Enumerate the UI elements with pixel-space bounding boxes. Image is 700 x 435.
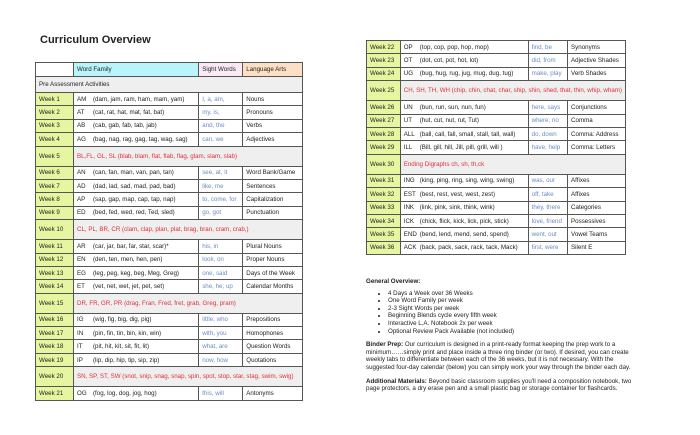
- word-family-cell: [74, 240, 199, 253]
- language-arts-cell: Quotations: [243, 353, 303, 366]
- sight-words-cell: see, at, it: [199, 166, 243, 179]
- word-family-cell: [400, 228, 528, 241]
- word-family-cell: [400, 214, 528, 227]
- page-title: Curriculum Overview: [40, 34, 151, 46]
- week-label: Week 31: [367, 174, 401, 187]
- table-row: [367, 41, 626, 54]
- pre-assessment-row: Pre Assessment Activities: [36, 77, 303, 93]
- additional-materials: [366, 378, 641, 393]
- word-family-words: (den, ten, men, hen, pen): [93, 256, 163, 264]
- week-label: Week 32: [367, 188, 401, 201]
- overview-heading: General Overview:: [366, 278, 421, 285]
- curriculum-table-left: [35, 62, 303, 401]
- word-family-words: (Bill, gill, hill, Jill, pill, grill, will ): [419, 144, 503, 152]
- word-family-cell: [74, 313, 199, 326]
- word-family-cell: [400, 188, 528, 201]
- blend-cell: Ending Digraphs ch, sh, th,ck: [400, 154, 625, 174]
- table-row: [36, 327, 303, 340]
- table-row: [36, 106, 303, 119]
- table-row: [36, 280, 303, 293]
- binder-prep-label: Binder Prep:: [366, 341, 404, 349]
- word-family-cell: [74, 353, 199, 366]
- sight-words-cell: find, be: [528, 41, 567, 54]
- table-row: [367, 127, 626, 140]
- language-arts-cell: Conjunctions: [568, 101, 626, 114]
- week-label: Week 29: [367, 141, 401, 154]
- overview-bullet: • One Word Family per week: [388, 297, 641, 305]
- table-row: [36, 220, 303, 240]
- language-arts-cell: Verb Shades: [568, 67, 626, 80]
- language-arts-cell: Sentences: [243, 179, 303, 192]
- sight-words-cell: make, play: [528, 67, 567, 80]
- word-family-words: (link, pink, sink, think, wink): [419, 204, 495, 212]
- table-row: [367, 67, 626, 80]
- blend-cell: DR, FR, GR, PR (drag, Fran, Fred, fret, grab, Greg, pram): [74, 293, 303, 313]
- word-family-words: (dam, jam, ram, ham, mam, yam): [93, 95, 185, 103]
- word-family-code: EST: [403, 190, 416, 198]
- word-family-words: (bug, hug, rug, jug, mug, dug, tug): [419, 70, 514, 78]
- language-arts-cell: Comma: Address: [568, 127, 626, 140]
- language-arts-cell: Verbs: [243, 119, 303, 132]
- header-language-arts: Language Arts: [243, 63, 303, 77]
- sight-words-cell: can, we: [199, 133, 243, 146]
- word-family-code: ED: [77, 209, 86, 217]
- language-arts-cell: Nouns: [243, 93, 303, 106]
- table-row: [367, 81, 626, 101]
- header-word-family: Word Family: [74, 63, 199, 77]
- overview-list: [366, 290, 641, 336]
- table-row: [367, 114, 626, 127]
- word-family-words: (chick, flick, kick, lick, pick, stick): [419, 217, 509, 225]
- table-row: [367, 54, 626, 67]
- word-family-code: OT: [403, 57, 413, 65]
- table-row: [367, 188, 626, 201]
- word-family-words: (dad, lad, sad, mad, pad, bad): [93, 182, 176, 190]
- overview-bullet: • 2-3 Sight Words per week: [388, 305, 641, 313]
- table-row: [36, 93, 303, 106]
- language-arts-cell: Possessives: [568, 214, 626, 227]
- sight-words-cell: did, from: [528, 54, 567, 67]
- week-label: Week 18: [36, 340, 74, 353]
- word-family-words: (dot, cot, pot, hot, lot): [419, 57, 479, 65]
- sight-words-cell: went, out: [528, 228, 567, 241]
- curriculum-table-right: [366, 40, 626, 255]
- word-family-code: AT: [77, 109, 85, 117]
- table-row: [367, 241, 626, 254]
- language-arts-cell: Days of the Week: [243, 266, 303, 279]
- sight-words-cell: she, he, up: [199, 280, 243, 293]
- word-family-words: (pit, hit, kit, sit, fit, lit): [93, 343, 150, 351]
- word-family-words: (cab, gab, fab, tab, jab): [93, 122, 157, 130]
- word-family-code: IG: [77, 316, 84, 324]
- week-label: Week 6: [36, 166, 74, 179]
- week-label: Week 13: [36, 266, 74, 279]
- week-label: Week 25: [367, 81, 401, 101]
- blend-cell: CH, SH, TH, WH (chip, chin, chat, char, ship, shin, shed, that, thin, whip, wham): [400, 81, 625, 101]
- word-family-cell: [400, 67, 528, 80]
- week-label: Week 3: [36, 119, 74, 132]
- overview-bullet: • 4 Days a Week over 36 Weeks: [388, 290, 641, 298]
- header-blank: [36, 63, 74, 77]
- word-family-cell: [74, 280, 199, 293]
- language-arts-cell: Calendar Months: [243, 280, 303, 293]
- week-label: Week 27: [367, 114, 401, 127]
- week-label: Week 8: [36, 193, 74, 206]
- word-family-words: (vet, net, wet, jet, pet, set): [93, 282, 165, 290]
- week-label: Week 12: [36, 253, 74, 266]
- word-family-code: UG: [403, 70, 414, 78]
- week-label: Week 34: [367, 214, 401, 227]
- word-family-cell: [400, 101, 528, 114]
- table-row: [367, 174, 626, 187]
- word-family-code: AR: [77, 242, 86, 250]
- language-arts-cell: Categories: [568, 201, 626, 214]
- binder-prep: [366, 341, 641, 371]
- week-label: Week 10: [36, 220, 74, 240]
- overview-bullet: • Optional Review Pack Available (not included): [388, 328, 641, 336]
- language-arts-cell: Proper Nouns: [243, 253, 303, 266]
- table-row: [36, 240, 303, 253]
- language-arts-cell: Prepositions: [243, 313, 303, 326]
- sight-words-cell: they, there: [528, 201, 567, 214]
- sight-words-cell: where, no: [528, 114, 567, 127]
- language-arts-cell: Comma: Letters: [568, 141, 626, 154]
- blend-cell: CL, PL, BR, CR (clam, clap, plan, plat, brag, bran, cram, crab,): [74, 220, 303, 240]
- sight-words-cell: one, said: [199, 266, 243, 279]
- word-family-words: (leg, peg, keg, beg, Meg, Greg): [93, 269, 179, 277]
- overview-bullet: • Interactive L.A. Notebook 2x per week: [388, 320, 641, 328]
- word-family-cell: [74, 93, 199, 106]
- word-family-words: (hut, cut, nut, rut, Tut): [419, 117, 479, 125]
- table-row: [36, 313, 303, 326]
- word-family-code: UN: [403, 103, 413, 111]
- table-row: [36, 353, 303, 366]
- week-label: Week 9: [36, 206, 74, 219]
- word-family-cell: [400, 174, 528, 187]
- table-row: [367, 141, 626, 154]
- word-family-code: UT: [403, 117, 412, 125]
- word-family-code: INK: [403, 204, 415, 212]
- word-family-code: IN: [77, 329, 84, 337]
- word-family-cell: [74, 340, 199, 353]
- word-family-cell: [74, 387, 199, 400]
- materials-text: Beyond basic classroom supplies you'll need a composition notebook, two page protectors, a dry erase pen and a small plastic bag or storage container for flashcards.: [366, 377, 632, 393]
- word-family-cell: [400, 127, 528, 140]
- language-arts-cell: Comma: [568, 114, 626, 127]
- word-family-cell: [74, 119, 199, 132]
- sight-words-cell: to, come, for: [199, 193, 243, 206]
- word-family-code: ICK: [403, 217, 415, 225]
- language-arts-cell: Antonyms: [243, 387, 303, 400]
- word-family-code: EG: [77, 269, 86, 277]
- table-row: [36, 367, 303, 387]
- word-family-words: (top, cop, pop, hop, mop): [419, 43, 489, 51]
- week-label: Week 11: [36, 240, 74, 253]
- week-label: Week 26: [367, 101, 401, 114]
- word-family-cell: [74, 179, 199, 192]
- table-row: [36, 387, 303, 400]
- blend-cell: BL,FL, GL, SL (blab, blam, flat, flab, flag, glam, slam, slab): [74, 146, 303, 166]
- language-arts-cell: Affixes: [568, 188, 626, 201]
- word-family-words: (bag, nag, rag, gag, tag, wag, sag): [93, 135, 188, 143]
- word-family-code: OG: [77, 389, 87, 397]
- word-family-words: (car, jar, bar, far, star, scar)*: [93, 242, 169, 250]
- word-family-words: (best, rest, vest, west, zest): [419, 190, 496, 198]
- word-family-cell: [74, 106, 199, 119]
- week-label: Week 19: [36, 353, 74, 366]
- sight-words-cell: this, will: [199, 387, 243, 400]
- week-label: Week 7: [36, 179, 74, 192]
- table-row: [36, 133, 303, 146]
- word-family-words: (bun, run, sun, nun, fun): [419, 103, 486, 111]
- sight-words-cell: I, a, am,: [199, 93, 243, 106]
- word-family-cell: [400, 201, 528, 214]
- word-family-words: (wig, fig, big, dig, pig): [93, 316, 152, 324]
- word-family-code: EN: [77, 256, 86, 264]
- word-family-cell: [74, 166, 199, 179]
- table-row: [36, 193, 303, 206]
- word-family-code: ET: [77, 282, 85, 290]
- language-arts-cell: Question Words: [243, 340, 303, 353]
- table-row: [36, 253, 303, 266]
- week-label: Week 2: [36, 106, 74, 119]
- table-row: [367, 201, 626, 214]
- sight-words-cell: love, friend: [528, 214, 567, 227]
- sight-words-cell: have, help: [528, 141, 567, 154]
- word-family-code: ALL: [403, 130, 415, 138]
- week-label: Week 21: [36, 387, 74, 400]
- word-family-code: AM: [77, 95, 87, 103]
- language-arts-cell: Silent E: [568, 241, 626, 254]
- week-label: Week 36: [367, 241, 401, 254]
- week-label: Week 24: [367, 67, 401, 80]
- table-row: [367, 228, 626, 241]
- sight-words-cell: off, take: [528, 188, 567, 201]
- word-family-words: (ball, call, fall, small, stall, tall, wall): [419, 130, 516, 138]
- word-family-words: (back, pack, sack, rack, tack, Mack): [419, 244, 518, 252]
- word-family-cell: [74, 206, 199, 219]
- week-label: Week 5: [36, 146, 74, 166]
- sight-words-cell: like, me: [199, 179, 243, 192]
- overview-bullet: • Beginning Blends cycle every fifth week: [388, 312, 641, 320]
- sight-words-cell: little, who: [199, 313, 243, 326]
- table-row: [36, 206, 303, 219]
- word-family-code: AD: [77, 182, 86, 190]
- word-family-words: (bed, fed, wed, red, Ted, sled): [93, 209, 175, 217]
- table-row: [367, 214, 626, 227]
- table-row: [36, 340, 303, 353]
- table-row: [36, 179, 303, 192]
- week-label: Week 16: [36, 313, 74, 326]
- word-family-cell: [74, 253, 199, 266]
- table-row: [367, 154, 626, 174]
- sight-words-cell: was, our: [528, 174, 567, 187]
- word-family-cell: [400, 141, 528, 154]
- sight-words-cell: first, were: [528, 241, 567, 254]
- week-label: Week 22: [367, 41, 401, 54]
- table-row: [36, 146, 303, 166]
- table-row: [367, 101, 626, 114]
- word-family-words: (can, fan, man, van, pan, tan): [93, 169, 174, 177]
- language-arts-cell: Homophones: [243, 327, 303, 340]
- word-family-code: AN: [77, 169, 86, 177]
- header-sight-words: Sight Words: [199, 63, 243, 77]
- word-family-cell: [400, 41, 528, 54]
- language-arts-cell: Affixes: [568, 174, 626, 187]
- blend-cell: SN, SP, ST, SW (snot, snip, snag, snap, spin, spot, stop, star, stag, swim, swig): [74, 367, 303, 387]
- week-label: Week 17: [36, 327, 74, 340]
- sight-words-cell: do, down: [528, 127, 567, 140]
- table-row: [36, 266, 303, 279]
- language-arts-cell: Plural Nouns: [243, 240, 303, 253]
- language-arts-cell: Capitalization: [243, 193, 303, 206]
- word-family-code: AG: [77, 135, 86, 143]
- language-arts-cell: Word Bank/Game: [243, 166, 303, 179]
- word-family-code: IP: [77, 356, 83, 364]
- language-arts-cell: Adjectives: [243, 133, 303, 146]
- word-family-code: IT: [77, 343, 83, 351]
- week-label: Week 28: [367, 127, 401, 140]
- week-label: Week 20: [36, 367, 74, 387]
- word-family-words: (cat, rat, hat, mat, fat, bat): [93, 109, 165, 117]
- word-family-code: OP: [403, 43, 413, 51]
- word-family-cell: [74, 266, 199, 279]
- word-family-words: (bend, lend, mend, send, spend): [419, 230, 509, 238]
- word-family-words: (king, ping, ring, sing, wing, swing): [419, 177, 515, 185]
- week-label: Week 14: [36, 280, 74, 293]
- word-family-words: (sap, gap, map, cap, tap, nap): [93, 196, 176, 204]
- materials-label: Additional Materials:: [366, 377, 427, 385]
- week-label: Week 30: [367, 154, 401, 174]
- word-family-code: ACK: [403, 244, 417, 252]
- sight-words-cell: with, you: [199, 327, 243, 340]
- general-overview: [366, 278, 641, 399]
- word-family-code: END: [403, 230, 417, 238]
- word-family-words: (lip, dip, hip, tip, sip, zip): [93, 356, 160, 364]
- word-family-code: AB: [77, 122, 86, 130]
- word-family-code: ILL: [403, 144, 413, 152]
- table-row: [36, 119, 303, 132]
- sight-words-cell: and, the: [199, 119, 243, 132]
- sight-words-cell: here, says: [528, 101, 567, 114]
- word-family-words: (pin, fin, tin, bin, kin, win): [93, 329, 162, 337]
- word-family-code: AP: [77, 196, 86, 204]
- word-family-cell: [400, 54, 528, 67]
- language-arts-cell: Punctuation: [243, 206, 303, 219]
- sight-words-cell: his, in: [199, 240, 243, 253]
- week-label: Week 23: [367, 54, 401, 67]
- week-label: Week 35: [367, 228, 401, 241]
- sight-words-cell: what, are: [199, 340, 243, 353]
- sight-words-cell: now, how: [199, 353, 243, 366]
- language-arts-cell: Synonyms: [568, 41, 626, 54]
- table-row: [36, 293, 303, 313]
- word-family-code: ING: [403, 177, 415, 185]
- word-family-cell: [74, 327, 199, 340]
- sight-words-cell: my, is,: [199, 106, 243, 119]
- week-label: Week 1: [36, 93, 74, 106]
- table-row: [36, 166, 303, 179]
- word-family-cell: [74, 133, 199, 146]
- word-family-words: (fog, log, dog, jog, hog): [93, 389, 157, 397]
- language-arts-cell: Pronouns: [243, 106, 303, 119]
- language-arts-cell: Adjective Shades: [568, 54, 626, 67]
- week-label: Week 33: [367, 201, 401, 214]
- word-family-cell: [400, 241, 528, 254]
- sight-words-cell: go, got: [199, 206, 243, 219]
- word-family-cell: [74, 193, 199, 206]
- week-label: Week 15: [36, 293, 74, 313]
- word-family-cell: [400, 114, 528, 127]
- language-arts-cell: Vowel Teams: [568, 228, 626, 241]
- binder-prep-text: Our curriculum is designed in a print-ready format keeping the prep work to a minimum……simply print and place inside a three ring binder (or two). If desired, you can create weekly tabs to differentiate between each of the 36 weeks, but it is not necessary. With the suggested four-day calendar (below) you can simply work your way through the binder each day.: [366, 341, 631, 371]
- week-label: Week 4: [36, 133, 74, 146]
- sight-words-cell: look, on: [199, 253, 243, 266]
